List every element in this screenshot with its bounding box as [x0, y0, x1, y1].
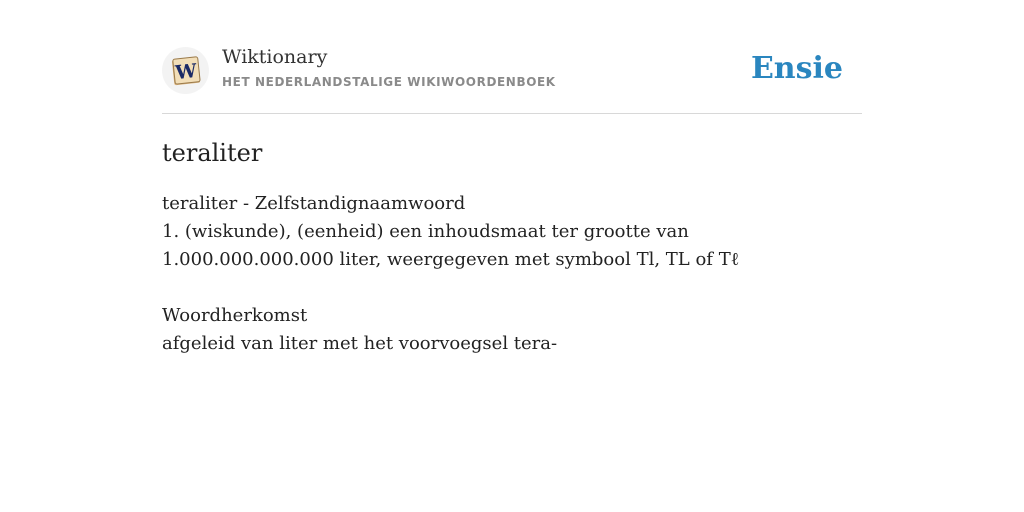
spacer [162, 274, 862, 302]
w-tile-icon [169, 54, 203, 88]
site-name[interactable]: Wiktionary [222, 46, 328, 68]
wiktionary-logo-icon[interactable] [162, 47, 209, 94]
site-subtitle: HET NEDERLANDSTALIGE WIKIWOORDENBOEK [222, 75, 556, 89]
entry-content [162, 190, 862, 358]
page [162, 0, 862, 358]
etymology-heading: Woordherkomst [162, 305, 308, 326]
ensie-brand-link[interactable]: Ensie [750, 51, 843, 86]
word-class-line: teraliter - Zelfstandignaamwoord [162, 193, 466, 214]
etymology-text: afgeleid van liter met het voorvoegsel tera- [162, 333, 558, 354]
svg-text:W: W [173, 59, 198, 84]
page-title: teraliter [162, 139, 263, 167]
site-header [162, 0, 862, 114]
definition-text: 1. (wiskunde), (eenheid) een inhoudsmaat ter grootte van 1.000.000.000.000 liter, weergegeven met symbool Tl, TL of Tℓ [162, 221, 740, 270]
